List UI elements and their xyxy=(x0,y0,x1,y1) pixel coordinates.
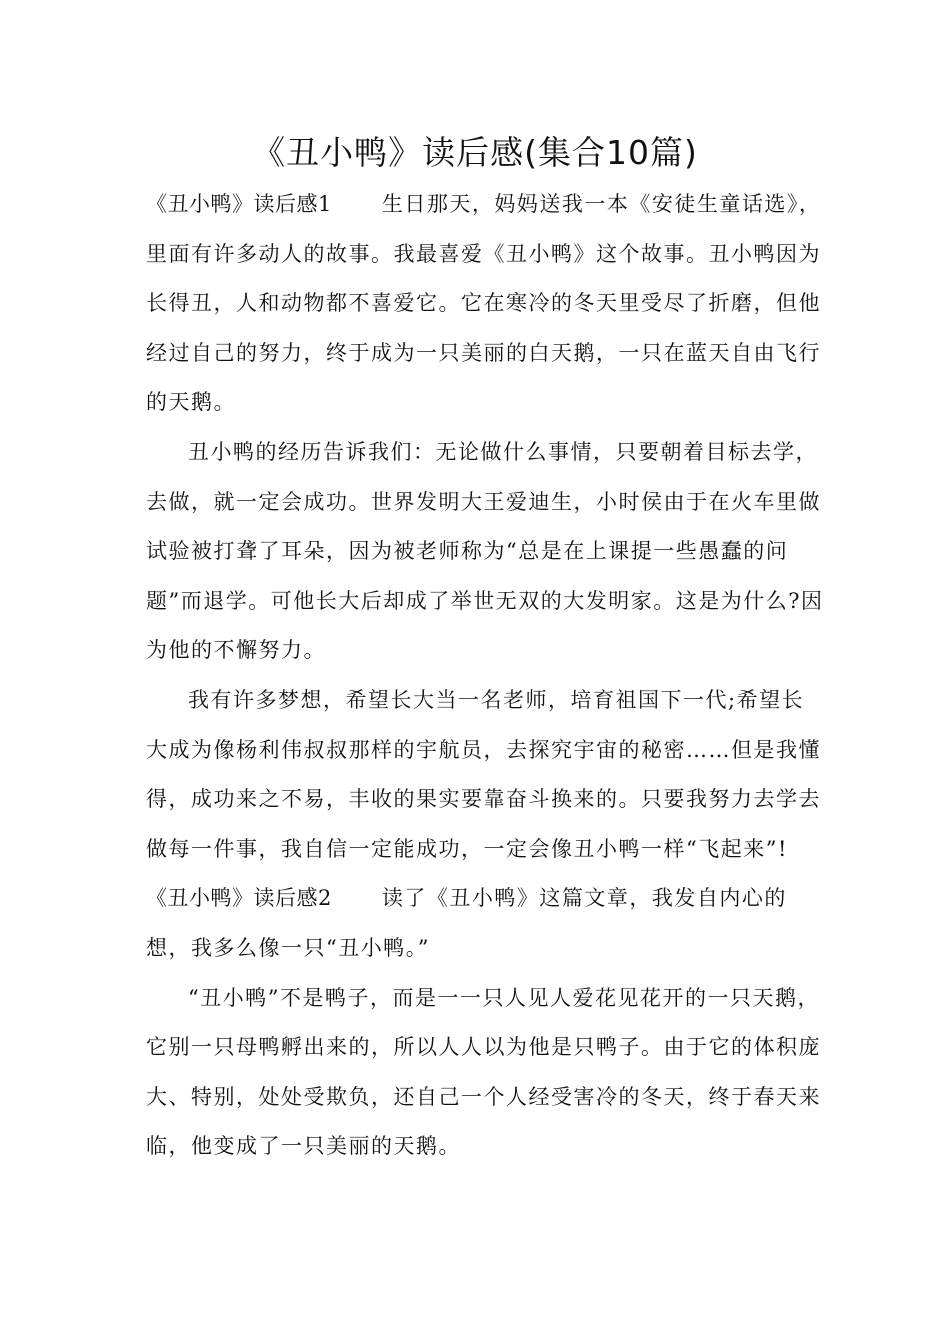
section-heading-2: 《丑小鸭》读后感2 xyxy=(146,886,332,911)
paragraph-text: 读了《丑小鸭》这篇文章，我发自内心的想，我多么像一只“丑小鸭。” xyxy=(146,886,787,960)
paragraph-4 xyxy=(146,874,826,973)
document-body xyxy=(146,180,826,1172)
paragraph-2: 丑小鸭的经历告诉我们：无论做什么事情，只要朝着目标去学，去做，就一定会成功。世界发明大王爱迪生，小时侯由于在火车里做试验被打聋了耳朵，因为被老师称为“总是在上课提一些愚蠢的问题”而退学。可他长大后却成了举世无双的大发明家。这是为什么?因为他的不懈努力。 xyxy=(146,439,824,663)
paragraph-5: “丑小鸭”不是鸭子，而是一一只人见人爱花见花开的一只天鹅，它别一只母鸭孵出来的，所以人人以为他是只鸭子。由于它的体积庞大、特别，处处受欺负，还自己一个人经受害冷的冬天，终于春天来临，他变成了一只美丽的天鹅。 xyxy=(146,985,821,1159)
paragraph-text: 生日那天，妈妈送我一本《安徒生童话选》，里面有许多动人的故事。我最喜爱《丑小鸭》这个故事。丑小鸭因为长得丑，人和动物都不喜爱它。它在寒冷的冬天里受尽了折磨，但他经过自己的努力，终于成为一只美丽的白天鹅，一只在蓝天自由飞行的天鹅。 xyxy=(146,192,822,415)
document-title: 《丑小鸭》读后感(集合10篇) xyxy=(252,133,698,172)
section-heading-1: 《丑小鸭》读后感1 xyxy=(146,192,332,216)
paragraph-3: 我有许多梦想，希望长大当一名老师，培育祖国下一代;希望长大成为像杨利伟叔叔那样的宇航员，去探究宇宙的秘密……但是我懂得，成功来之不易，丰收的果实要靠奋斗换来的。只要我努力去学去做每一件事，我自信一定能成功，一定会像丑小鸭一样“飞起来”! xyxy=(146,687,821,861)
paragraph-1 xyxy=(146,180,826,428)
